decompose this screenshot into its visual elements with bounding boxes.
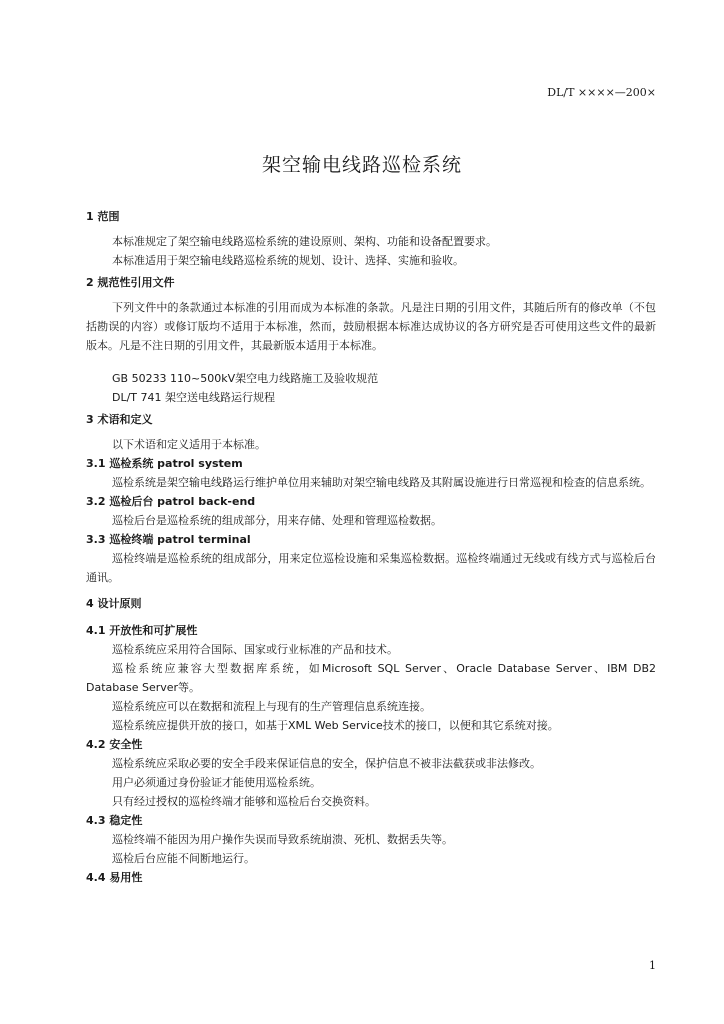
paragraph: 只有经过授权的巡检终端才能够和巡检后台交换资料。: [112, 795, 376, 808]
section-heading-design-principles: 4 设计原则: [86, 597, 142, 610]
paragraph: 巡检系统应可以在数据和流程上与现有的生产管理信息系统连接。: [112, 700, 431, 713]
document-code: DL/T ××××—200×: [547, 86, 656, 99]
subsection-heading-stability: 4.3 稳定性: [86, 814, 143, 827]
term-heading-terminal: 3.3 巡检终端 patrol terminal: [86, 533, 251, 546]
subsection-heading-openness: 4.1 开放性和可扩展性: [86, 624, 198, 637]
section-heading-terms: 3 术语和定义: [86, 413, 153, 426]
paragraph: 巡检系统应采取必要的安全手段来保证信息的安全，保护信息不被非法截获或非法修改。: [112, 757, 541, 770]
paragraph: 巡检系统应提供开放的接口，如基于XML Web Service技术的接口，以便和其它系统对接。: [112, 719, 559, 732]
reference-item: DL/T 741 架空送电线路运行规程: [112, 391, 276, 404]
paragraph: 巡检系统应兼容大型数据库系统，如Microsoft SQL Server、Oracle Database Server、IBM DB2 Database Server等。: [86, 662, 656, 694]
reference-item: GB 50233 110~500kV架空电力线路施工及验收规范: [112, 372, 379, 385]
paragraph: 本标准规定了架空输电线路巡检系统的建设原则、架构、功能和设备配置要求。: [112, 235, 497, 248]
document-title: 架空输电线路巡检系统: [261, 154, 462, 176]
paragraph: 巡检后台应能不间断地运行。: [112, 852, 255, 865]
paragraph: 巡检终端不能因为用户操作失误而导致系统崩溃、死机、数据丢失等。: [112, 833, 453, 846]
paragraph: 巡检系统是架空输电线路运行维护单位用来辅助对架空输电线路及其附属设施进行日常巡视和检查的信息系统。: [112, 476, 651, 489]
page-number: 1: [649, 959, 656, 972]
paragraph: 下列文件中的条款通过本标准的引用而成为本标准的条款。凡是注日期的引用文件，其随后所有的修改单（不包括勘误的内容）或修订版均不适用于本标准，然而，鼓励根据本标准达成协议的各方研究是否可使用这些文件的最新版本。凡是不注日期的引用文件，其最新版本适用于本标准。: [86, 301, 656, 352]
term-heading-patrol-system: 3.1 巡检系统 patrol system: [86, 457, 243, 470]
subsection-heading-security: 4.2 安全性: [86, 738, 143, 751]
document-body: [86, 208, 656, 887]
paragraph: 巡检系统应采用符合国际、国家或行业标准的产品和技术。: [112, 643, 398, 656]
paragraph: 巡检后台是巡检系统的组成部分，用来存储、处理和管理巡检数据。: [112, 514, 442, 527]
subsection-heading-usability: 4.4 易用性: [86, 871, 143, 884]
paragraph: 本标准适用于架空输电线路巡检系统的规划、设计、选择、实施和验收。: [112, 254, 464, 267]
section-heading-references: 2 规范性引用文件: [86, 276, 175, 289]
paragraph: 以下术语和定义适用于本标准。: [112, 438, 266, 451]
paragraph: 用户必须通过身份验证才能使用巡检系统。: [112, 776, 321, 789]
paragraph: 巡检终端是巡检系统的组成部分，用来定位巡检设施和采集巡检数据。巡检终端通过无线或有线方式与巡检后台通讯。: [86, 552, 656, 584]
section-heading-scope: 1 范围: [86, 210, 120, 223]
term-heading-back-end: 3.2 巡检后台 patrol back-end: [86, 495, 256, 508]
